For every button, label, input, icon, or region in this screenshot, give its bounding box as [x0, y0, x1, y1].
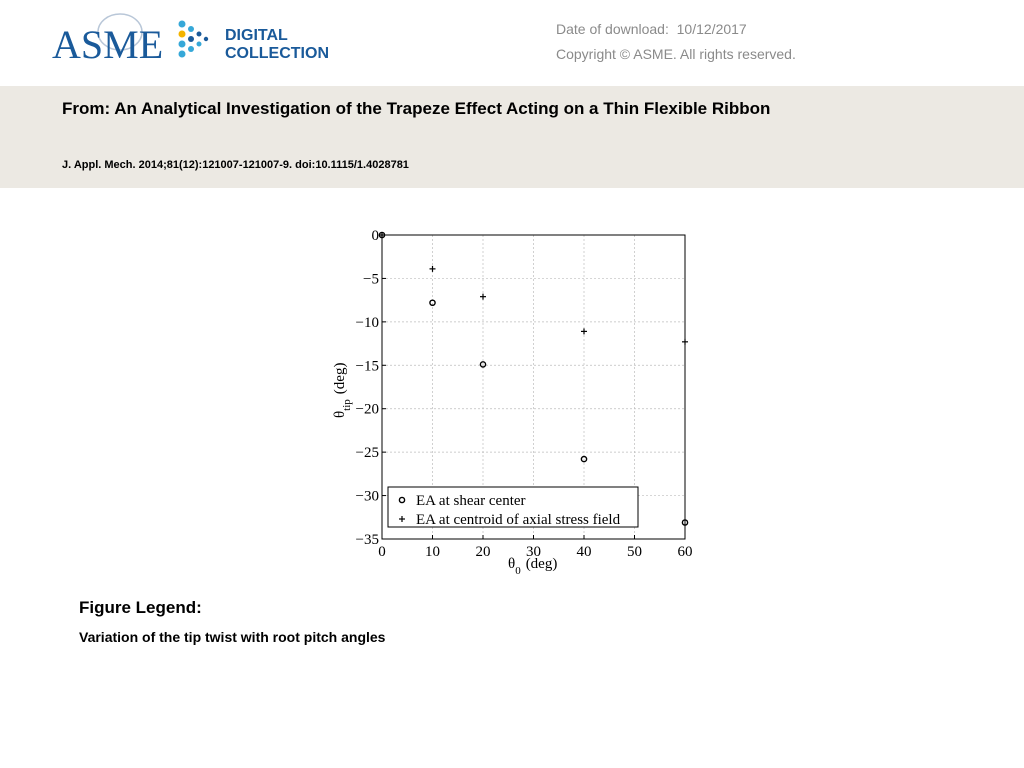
x-axis-subscript: 0: [515, 565, 521, 577]
x-tick-label: 50: [627, 544, 642, 560]
y-axis-label: [332, 363, 353, 418]
svg-text:θtip(deg): [332, 363, 353, 418]
article-citation: J. Appl. Mech. 2014;81(12):121007-121007-9. doi:10.1115/1.4028781: [62, 159, 409, 171]
y-axis-unit: (deg): [332, 362, 348, 395]
y-axis-subscript: tip: [341, 399, 353, 411]
y-tick-label: −10: [355, 314, 379, 331]
x-axis-symbol: θ: [508, 556, 516, 572]
legend-label-shear-center: EA at shear center: [416, 493, 526, 509]
figure-legend-heading: Figure Legend:: [79, 598, 202, 617]
download-label: Date of download:: [556, 21, 669, 37]
logo-asme-text: ASME: [52, 22, 164, 67]
y-tick-label: −25: [355, 445, 379, 462]
dots-icon: [179, 21, 209, 58]
tip-twist-chart: [320, 218, 710, 588]
article-title: From: An Analytical Investigation of the Trapeze Effect Acting on a Thin Flexible Ribbon: [62, 99, 771, 118]
download-date: [556, 21, 747, 37]
chart-legend: [388, 487, 638, 528]
x-axis-label: [508, 556, 557, 577]
logo-digital-text: DIGITAL: [225, 27, 288, 44]
asme-digital-collection-logo[interactable]: [52, 10, 352, 70]
x-tick-label: 60: [677, 544, 693, 560]
y-axis-symbol: θ: [332, 410, 348, 418]
y-tick-label: −5: [363, 271, 379, 288]
figure-legend-text: Variation of the tip twist with root pitch angles: [79, 629, 386, 645]
x-tick-label: 20: [475, 544, 491, 560]
logo-collection-text: COLLECTION: [225, 45, 329, 62]
x-tick-label: 30: [526, 544, 541, 560]
download-date-value: 10/12/2017: [676, 21, 747, 37]
copyright-text: Copyright © ASME. All rights reserved.: [556, 46, 796, 62]
svg-text:θ0(deg): [508, 556, 557, 577]
x-tick-label: 10: [425, 544, 440, 560]
legend-label-centroid: EA at centroid of axial stress field: [416, 512, 621, 528]
x-tick-label: 0: [378, 544, 386, 560]
x-axis-unit: (deg): [525, 556, 558, 572]
y-tick-label: −35: [355, 532, 379, 548]
y-tick-label: 0: [371, 228, 379, 244]
x-tick-label: 40: [576, 544, 592, 560]
y-tick-label: −15: [355, 358, 379, 375]
y-tick-label: −30: [355, 488, 379, 505]
header-bar: [0, 0, 1024, 86]
y-tick-label: −20: [355, 401, 379, 418]
